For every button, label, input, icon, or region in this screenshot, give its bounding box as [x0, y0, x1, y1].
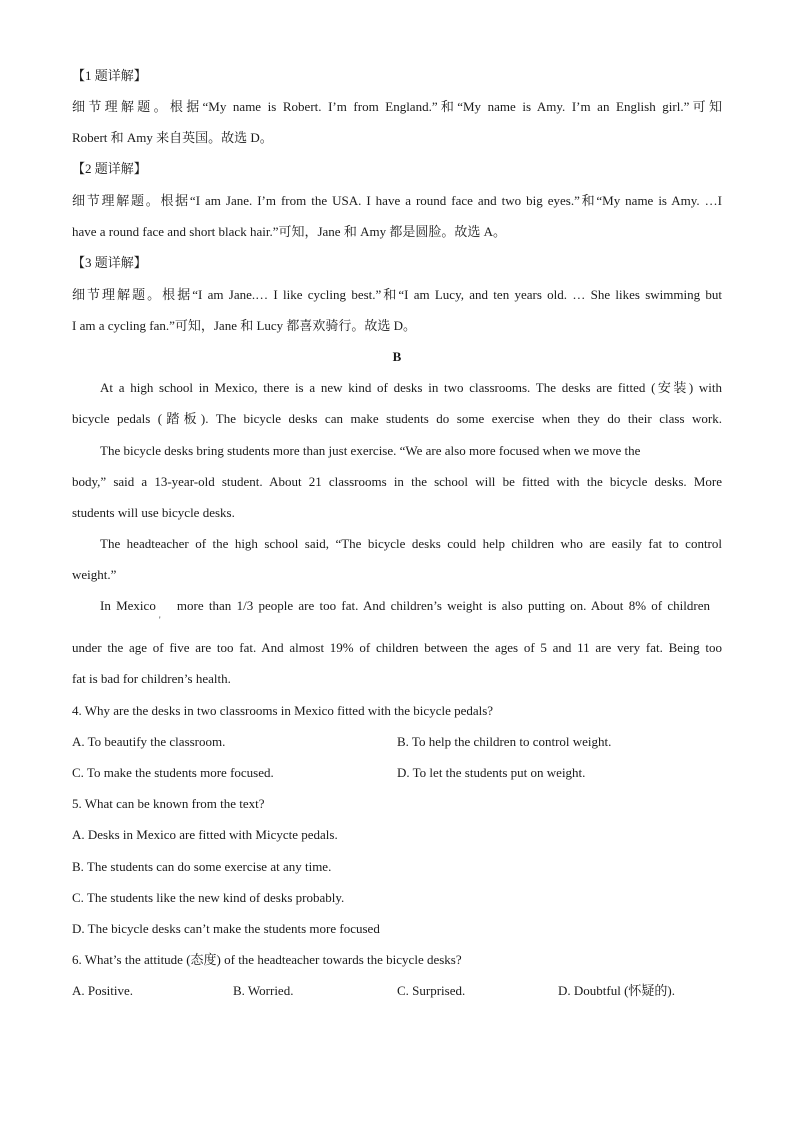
answer-1-line-1: 细节理解题。根据“My name is Robert. I’m from England.”和“My name is Amy. I’m an English girl.”可知 [72, 99, 722, 114]
paragraph-4-line-1: In Mexico more than 1/3 people are too fat. And children’s weight is also putting on. About 8% of children [100, 598, 710, 613]
paragraph-3-line-2: weight.” [72, 567, 117, 582]
paragraph-4-line-2: under the age of five are too fat. And almost 19% of children between the ages of 5 and 11 are very fat. Being too [72, 640, 722, 655]
paragraph-2-line-3: students will use bicycle desks. [72, 505, 235, 520]
stray-mark: ' [159, 615, 161, 625]
question-5-option-d: D. The bicycle desks can’t make the students more focused [72, 921, 380, 936]
question-5-stem: 5. What can be known from the text? [72, 796, 265, 811]
question-4-stem: 4. Why are the desks in two classrooms in Mexico fitted with the bicycle pedals? [72, 703, 494, 718]
paragraph-4-line-3: fat is bad for children’s health. [72, 671, 231, 686]
question-4-option-d: D. To let the students put on weight. [397, 765, 586, 780]
question-5-option-b: B. The students can do some exercise at any time. [72, 859, 332, 874]
answer-2-line-2: have a round face and short black hair.”可知，Jane 和 Amy 都是圆脸。故选 A。 [72, 224, 506, 239]
paragraph-1-line-2: bicycle pedals (踏板). The bicycle desks can make students do some exercise when they do their class work. [72, 411, 722, 426]
passage-title: B [392, 349, 402, 364]
question-5-option-c: C. The students like the new kind of desks probably. [72, 890, 345, 905]
question-4-option-c: C. To make the students more focused. [72, 765, 274, 780]
question-6-option-c: C. Surprised. [397, 983, 466, 998]
answer-3-line-2: I am a cycling fan.”可知，Jane 和 Lucy 都喜欢骑行。故选 D。 [72, 318, 417, 333]
paragraph-3-line-1: The headteacher of the high school said, “The bicycle desks could help children who are easily fat to control [100, 536, 722, 551]
answer-2-line-1: 细节理解题。根据“I am Jane. I’m from the USA. I have a round face and two big eyes.”和“My name is Amy. …I [72, 193, 722, 208]
answer-2-header: 【2 题详解】 [72, 161, 147, 176]
question-5-option-a: A. Desks in Mexico are fitted with Micycte pedals. [72, 827, 338, 842]
question-6-option-a: A. Positive. [72, 983, 134, 998]
question-4-option-a: A. To beautify the classroom. [72, 734, 226, 749]
question-6-option-d: D. Doubtful (怀疑的). [558, 983, 675, 998]
question-6-option-b: B. Worried. [233, 983, 294, 998]
answer-1-header: 【1 题详解】 [72, 68, 147, 83]
answer-3-line-1: 细节理解题。根据“I am Jane.… I like cycling best.”和“I am Lucy, and ten years old. … She likes swimming but [72, 287, 722, 302]
paragraph-2-line-2: body,” said a 13-year-old student. About 21 classrooms in the school will be fitted with the bicycle desks. More [72, 474, 722, 489]
answer-1-line-2: Robert 和 Amy 来自英国。故选 D。 [72, 130, 273, 145]
paragraph-1-line-1: At a high school in Mexico, there is a new kind of desks in two classrooms. The desks are fitted (安装) with [100, 380, 722, 395]
answer-3-header: 【3 题详解】 [72, 255, 147, 270]
question-6-stem: 6. What’s the attitude (态度) of the headteacher towards the bicycle desks? [72, 952, 462, 967]
paragraph-2-line-1: The bicycle desks bring students more than just exercise. “We are also more focused when we move the [100, 443, 641, 458]
question-4-option-b: B. To help the children to control weight. [397, 734, 612, 749]
